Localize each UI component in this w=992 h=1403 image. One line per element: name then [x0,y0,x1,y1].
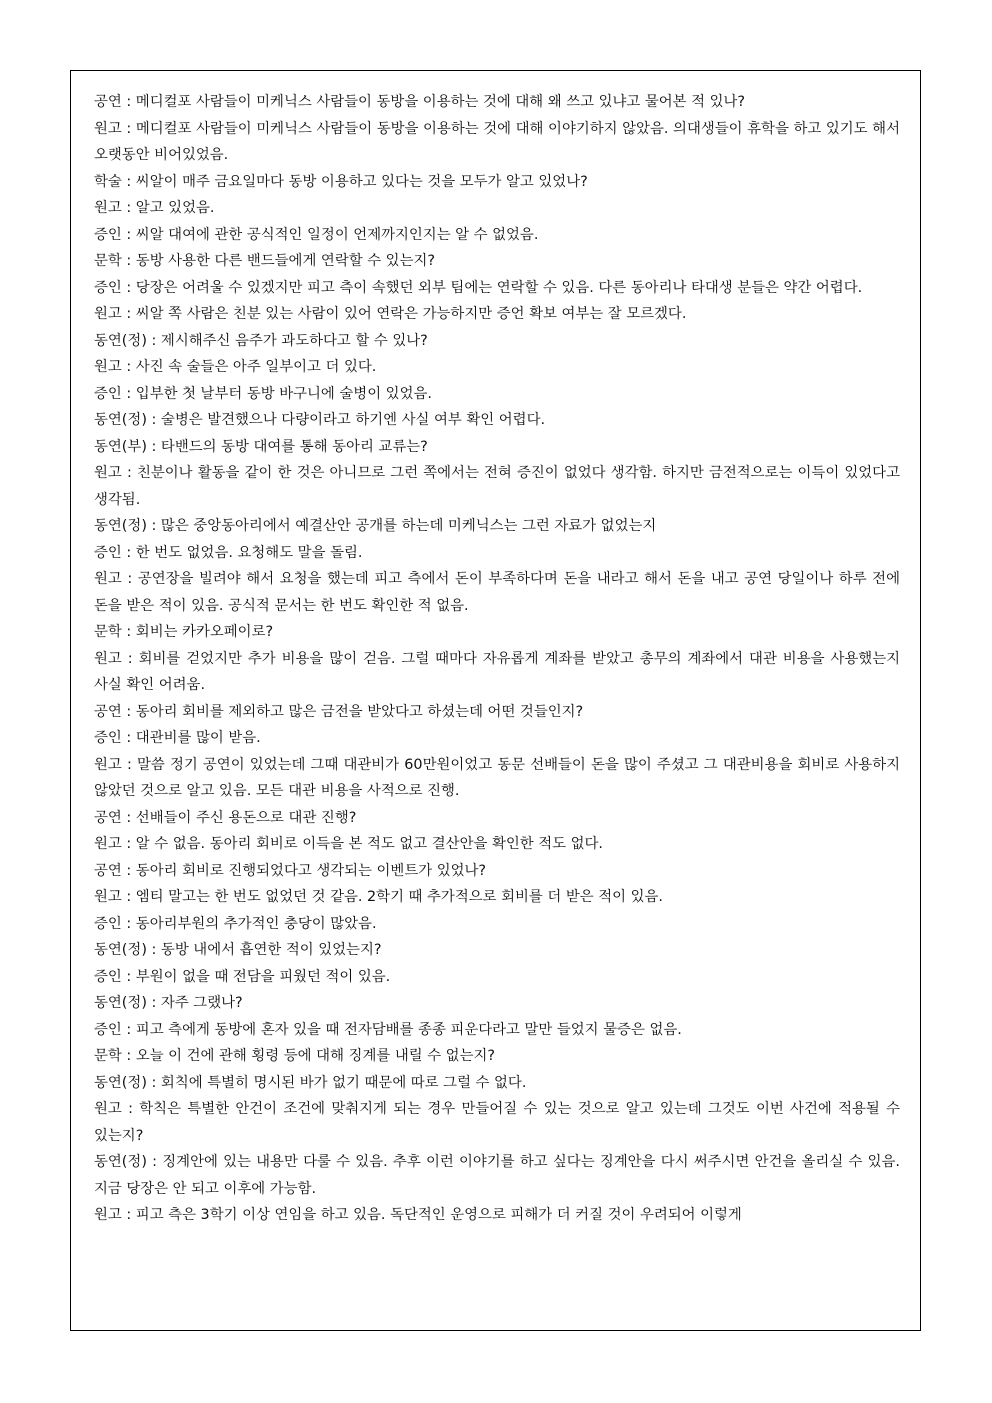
transcript-line: 원고 : 학칙은 특별한 안건이 조건에 맞춰지게 되는 경우 만들어질 수 있는 것으로 알고 있는데 그것도 이번 사건에 적용될 수 있는지? [94,1101,900,1144]
transcript-line: 문학 : 동방 사용한 다른 밴드들에게 연락할 수 있는지? [94,253,436,269]
transcript-line: 공연 : 동아리 회비로 진행되었다고 생각되는 이벤트가 있었나? [94,862,487,879]
transcript-line: 동연(부) : 타밴드의 동방 대여를 통해 동아리 교류는? [94,438,428,455]
transcript-line: 원고 : 알고 있었음. [94,200,215,216]
transcript-line: 원고 : 친분이나 활동을 같이 한 것은 아니므로 그런 쪽에서는 전혀 증진이 없었다 생각함. 하지만 금전적으로는 이득이 있었다고 생각됨. [94,465,900,508]
transcript-line: 동연(정) : 술병은 발견했으나 다량이라고 하기엔 사실 여부 확인 어렵다. [94,412,546,428]
transcript-line: 원고 : 사진 속 술들은 아주 일부이고 더 있다. [94,359,377,375]
transcript-line: 동연(정) : 회칙에 특별히 명시된 바가 없기 때문에 따로 그럴 수 없다. [94,1074,527,1091]
transcript-line: 원고 : 엠티 말고는 한 번도 없었던 것 같음. 2학기 때 추가적으로 회비를 더 받은 적이 있음. [94,889,663,905]
transcript-line: 증인 : 당장은 어려울 수 있겠지만 피고 측이 속했던 외부 팀에는 연락할 수 있음. 다른 동아리나 타대생 분들은 약간 어렵다. [94,279,863,296]
transcript-line: 원고 : 말씀 정기 공연이 있었는데 그때 대관비가 60만원이었고 동문 선배들이 돈을 많이 주셨고 그 대관비용을 회비로 사용하지 않았던 것으로 알고 있음. 모든 대관 비용을 사적으로 진행. [94,756,900,799]
page-frame [70,70,921,1331]
transcript-line: 증인 : 입부한 첫 날부터 동방 바구니에 술병이 있었음. [94,385,432,402]
transcript-line: 공연 : 선배들이 주신 용돈으로 대관 진행? [94,809,357,826]
transcript-line: 원고 : 피고 측은 3학기 이상 연임을 하고 있음. 독단적인 운영으로 피해가 더 커질 것이 우려되어 이렇게 [94,1207,742,1223]
transcript-line: 원고 : 공연장을 빌려야 해서 요청을 했는데 피고 측에서 돈이 부족하다며 돈을 내라고 해서 돈을 내고 공연 당일이나 하루 전에 돈을 받은 적이 있음. 공식적 문서는 한 번도 확인한 적 없음. [94,571,900,614]
transcript-line: 문학 : 회비는 카카오페이로? [94,624,274,640]
transcript-line: 원고 : 씨알 쪽 사람은 친분 있는 사람이 있어 연락은 가능하지만 증언 확보 여부는 잘 모르겠다. [94,306,687,322]
transcript-line: 공연 : 동아리 회비를 제외하고 많은 금전을 받았다고 하셨는데 어떤 것들인지? [94,703,584,720]
transcript-line: 원고 : 메디컬포 사람들이 미케닉스 사람들이 동방을 이용하는 것에 대해 이야기하지 않았음. 의대생들이 휴학을 하고 있기도 해서 오랫동안 비어있었음. [94,120,900,163]
transcript-line: 증인 : 한 번도 없었음. 요청해도 말을 돌림. [94,544,363,561]
transcript-line: 증인 : 대관비를 많이 받음. [94,730,261,746]
transcript-line: 동연(정) : 징계안에 있는 내용만 다룰 수 있음. 추후 이런 이야기를 하고 싶다는 징계안을 다시 써주시면 안건을 올리실 수 있음. 지금 당장은 안 되고 이후에 가능함. [94,1154,900,1197]
transcript-line: 증인 : 피고 측에게 동방에 혼자 있을 때 전자담배를 종종 피운다라고 말만 들었지 물증은 없음. [94,1021,682,1038]
transcript-line: 증인 : 동아리부원의 추가적인 충당이 많았음. [94,915,377,932]
transcript-line: 동연(정) : 많은 중앙동아리에서 예결산안 공개를 하는데 미케닉스는 그런 자료가 없었는지 [94,518,657,534]
transcript-line: 증인 : 부원이 없을 때 전담을 피웠던 적이 있음. [94,968,391,985]
transcript-line: 원고 : 알 수 없음. 동아리 회비로 이득을 본 적도 없고 결산안을 확인한 적도 없다. [94,836,603,852]
transcript-line: 증인 : 씨알 대여에 관한 공식적인 일정이 언제까지인지는 알 수 없었음. [94,226,539,243]
transcript-line: 동연(정) : 동방 내에서 흡연한 적이 있었는지? [94,942,382,958]
transcript-line: 원고 : 회비를 걷었지만 추가 비용을 많이 걷음. 그럴 때마다 자유롭게 계좌를 받았고 총무의 계좌에서 대관 비용을 사용했는지 사실 확인 어려움. [94,650,900,693]
transcript-line: 동연(정) : 제시해주신 음주가 과도하다고 할 수 있나? [94,332,428,349]
transcript-line: 동연(정) : 자주 그랬나? [94,995,243,1011]
transcript-line: 학술 : 씨알이 매주 금요일마다 동방 이용하고 있다는 것을 모두가 알고 있었나? [94,173,588,190]
transcript-line: 공연 : 메디컬포 사람들이 미케닉스 사람들이 동방을 이용하는 것에 대해 왜 쓰고 있냐고 물어본 적 있나? [94,94,746,110]
transcript-line: 문학 : 오늘 이 건에 관해 횡령 등에 대해 징계를 내릴 수 없는지? [94,1048,496,1064]
meeting-transcript [94,89,900,1229]
